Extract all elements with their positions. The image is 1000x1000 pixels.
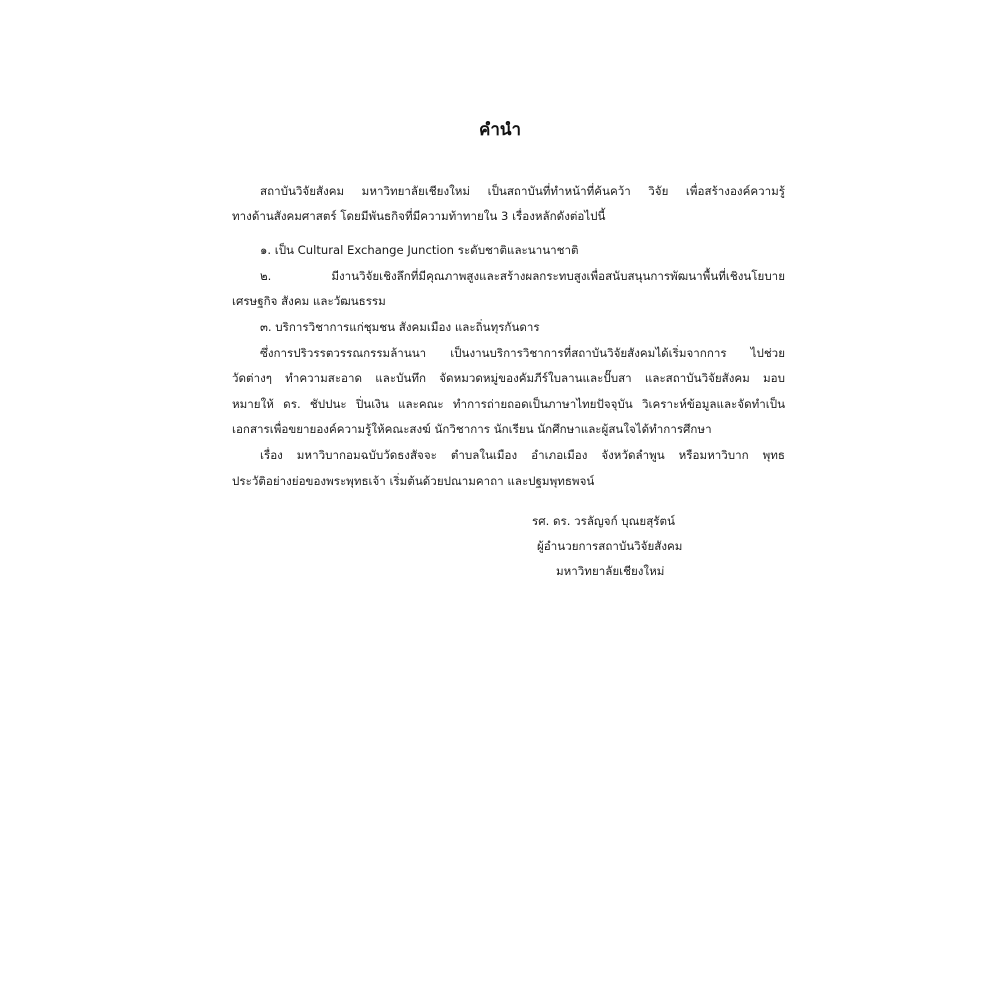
signature-name: รศ. ดร. วรลัญจก์ บุณยสุรัตน์: [532, 514, 675, 528]
signature-institution: มหาวิทยาลัยเชียงใหม่: [556, 564, 665, 578]
paragraph-2-line-4: เอกสารเพื่อขยายองค์ความรู้ให้คณะสงฆ์ นักวิชาการ นักเรียน นักศึกษาและผู้สนใจได้ทำการศึกษา: [232, 422, 712, 436]
list-item-3: ๓. บริการวิชาการแก่ชุมชน สังคมเมือง และถิ่นทุรกันดาร: [260, 320, 540, 334]
paragraph-1-line-1: สถาบันวิจัยสังคม มหาวิทยาลัยเชียงใหม่ เป็นสถาบันที่ทำหน้าที่ค้นคว้า วิจัย เพื่อสร้างองค์ความรู้: [260, 184, 785, 198]
signature-position: ผู้อำนวยการสถาบันวิจัยสังคม: [537, 539, 683, 553]
paragraph-2-line-1: ซึ่งการปริวรรตวรรณกรรมล้านนา เป็นงานบริการวิชาการที่สถาบันวิจัยสังคมได้เริ่มจากการ ไปช่วย: [260, 346, 785, 360]
paragraph-3-line-2: ประวัติอย่างย่อของพระพุทธเจ้า เริ่มต้นด้วยปณามคาถา และปฐมพุทธพจน์: [232, 474, 595, 488]
page-title: คำนำ: [478, 120, 522, 140]
paragraph-1-line-2: ทางด้านสังคมศาสตร์ โดยมีพันธกิจที่มีความท้าทายใน 3 เรื่องหลักดังต่อไปนี้: [232, 209, 606, 223]
paragraph-2-line-3: หมายให้ ดร. ชัปปนะ ปิ่นเงิน และคณะ ทำการถ่ายถอดเป็นภาษาไทยปัจจุบัน วิเคราะห์ข้อมูลและจัดทำเป็น: [232, 397, 785, 411]
paragraph-3-line-1: เรื่อง มหาวิบากอมฉบับวัดธงสัจจะ ตำบลในเมือง อำเภอเมือง จังหวัดลำพูน หรือมหาวิบาก พุทธ: [260, 448, 785, 462]
list-item-2-line-2: เศรษฐกิจ สังคม และวัฒนธรรม: [232, 294, 386, 308]
paragraph-2-line-2: วัดต่างๆ ทำความสะอาด และบันทึก จัดหมวดหมู่ของคัมภีร์ใบลานและปั๊บสา และสถาบันวิจัยสังคม มอบ: [232, 371, 785, 385]
list-item-2-line-1: ๒. มีงานวิจัยเชิงลึกที่มีคุณภาพสูงและสร้างผลกระทบสูงเพื่อสนับสนุนการพัฒนาพื้นที่เชิงนโยบาย: [260, 269, 785, 283]
list-item-1: ๑. เป็น Cultural Exchange Junction ระดับชาติและนานาชาติ: [260, 243, 579, 257]
